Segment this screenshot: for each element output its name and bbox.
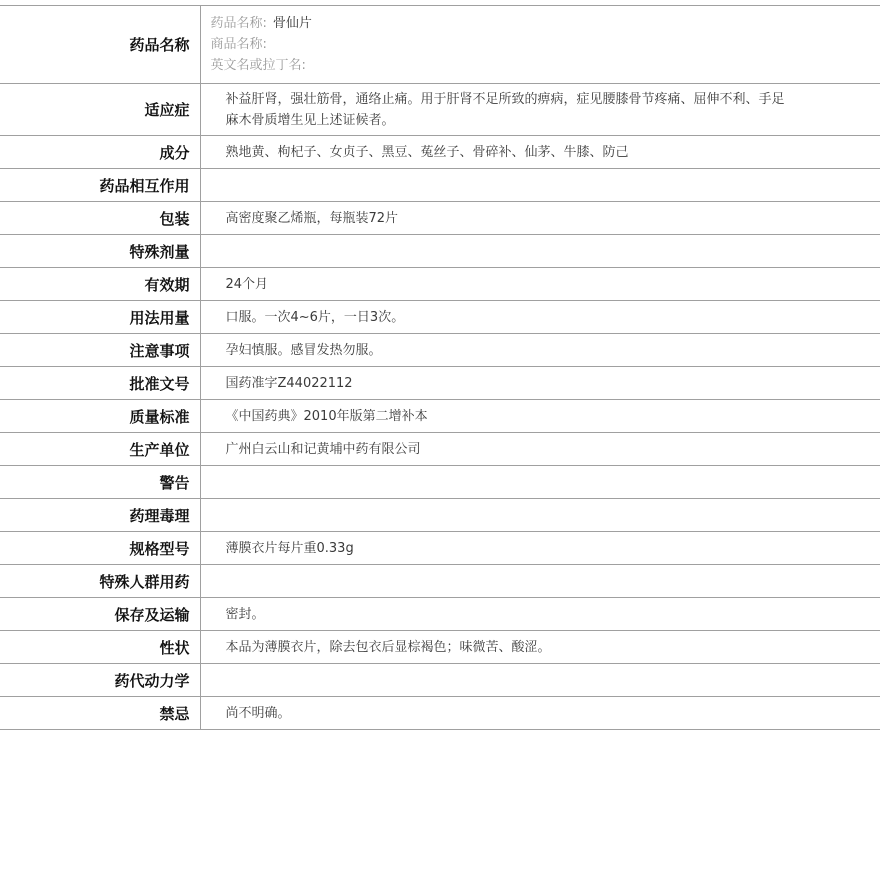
row-label: 禁忌 — [0, 697, 200, 730]
table-row-manufacturer — [0, 433, 880, 466]
table-row-precautions — [0, 334, 880, 367]
table-row-specification — [0, 532, 880, 565]
row-value: 本品为薄膜衣片，除去包衣后显棕褐色；味微苦、酸涩。 — [200, 631, 880, 664]
table-row-usage — [0, 301, 880, 334]
row-value: 密封。 — [200, 598, 880, 631]
row-value: 薄膜衣片每片重0.33g — [200, 532, 880, 565]
row-label: 警告 — [0, 466, 200, 499]
table-row-quality-standard — [0, 400, 880, 433]
table-row-warning — [0, 466, 880, 499]
row-label: 质量标准 — [0, 400, 200, 433]
row-value — [200, 499, 880, 532]
row-label: 药代动力学 — [0, 664, 200, 697]
row-value: 高密度聚乙烯瓶，每瓶装72片 — [200, 202, 880, 235]
row-value: 孕妇慎服。感冒发热勿服。 — [200, 334, 880, 367]
latin-name-label: 英文名或拉丁名: — [210, 58, 306, 73]
row-label: 包装 — [0, 202, 200, 235]
table-row-pharmacokinetics — [0, 664, 880, 697]
latin-name-line — [211, 55, 880, 76]
row-label: 成分 — [0, 136, 200, 169]
row-value: 尚不明确。 — [200, 697, 880, 730]
row-value — [200, 565, 880, 598]
table-row-special-dosage — [0, 235, 880, 268]
table-row-contraindications — [0, 697, 880, 730]
row-label: 规格型号 — [0, 532, 200, 565]
trade-name-line — [211, 34, 880, 55]
trade-name-label: 商品名称: — [210, 37, 267, 52]
table-row-storage — [0, 598, 880, 631]
row-label: 用法用量 — [0, 301, 200, 334]
drug-spec-table — [0, 5, 880, 730]
table-row-shelf-life — [0, 268, 880, 301]
row-value: 国药准字Z44022112 — [200, 367, 880, 400]
generic-name-value: 骨仙片 — [272, 16, 312, 31]
table-row-indications — [0, 84, 880, 136]
table-row-packaging — [0, 202, 880, 235]
row-label: 特殊剂量 — [0, 235, 200, 268]
generic-name-label: 药品名称: — [210, 16, 267, 31]
row-value: 《中国药典》2010年版第二增补本 — [200, 400, 880, 433]
table-row-ingredients — [0, 136, 880, 169]
row-label: 适应症 — [0, 84, 200, 136]
row-value: 口服。一次4~6片，一日3次。 — [200, 301, 880, 334]
row-label: 药品名称 — [0, 6, 200, 84]
row-label: 生产单位 — [0, 433, 200, 466]
row-value — [200, 466, 880, 499]
table-row-interactions — [0, 169, 880, 202]
table-row-approval-number — [0, 367, 880, 400]
row-label: 保存及运输 — [0, 598, 200, 631]
row-value: 广州白云山和记黄埔中药有限公司 — [200, 433, 880, 466]
table-row-description — [0, 631, 880, 664]
row-value: 补益肝肾，强壮筋骨，通络止痛。用于肝肾不足所致的痹病，症见腰膝骨节疼痛、屈伸不利、手足麻木骨质增生见上述证候者。 — [200, 84, 880, 136]
row-value — [200, 664, 880, 697]
row-value — [200, 235, 880, 268]
row-label: 药理毒理 — [0, 499, 200, 532]
row-label: 注意事项 — [0, 334, 200, 367]
generic-name-line — [211, 13, 880, 34]
row-label: 性状 — [0, 631, 200, 664]
row-value: 熟地黄、枸杞子、女贞子、黑豆、菟丝子、骨碎补、仙茅、牛膝、防己 — [200, 136, 880, 169]
drug-name-block — [200, 6, 880, 84]
row-value — [200, 169, 880, 202]
row-label: 特殊人群用药 — [0, 565, 200, 598]
row-label: 药品相互作用 — [0, 169, 200, 202]
table-row-special-populations — [0, 565, 880, 598]
row-label: 有效期 — [0, 268, 200, 301]
row-label: 批准文号 — [0, 367, 200, 400]
table-row-pharmacology — [0, 499, 880, 532]
table-row-drug-name — [0, 6, 880, 84]
row-value: 24个月 — [200, 268, 880, 301]
